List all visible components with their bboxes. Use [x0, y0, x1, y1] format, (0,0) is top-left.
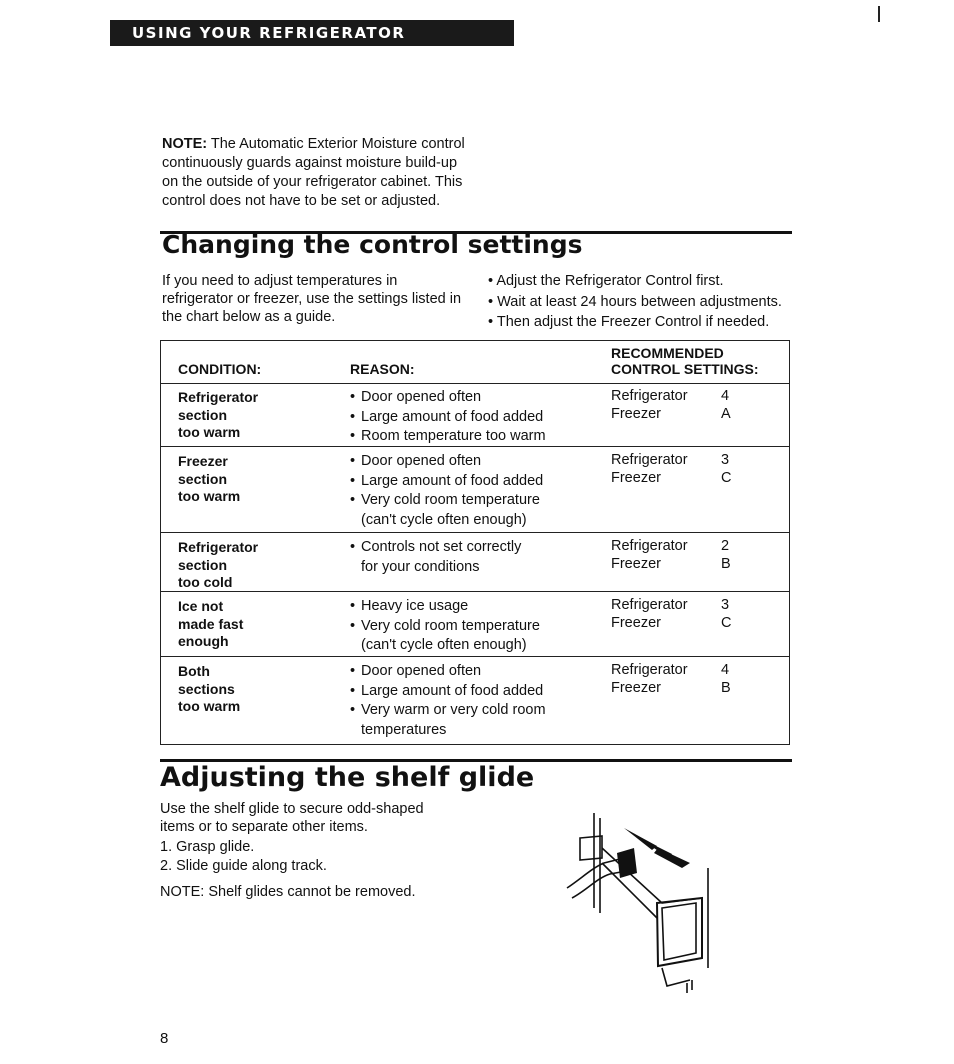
reason-text: Door opened often	[361, 663, 482, 679]
refrigerator-setting-value: 2	[721, 538, 730, 554]
reason-item	[350, 452, 543, 472]
freezer-setting-label: Freezer	[611, 405, 661, 422]
shelf-step	[160, 857, 327, 876]
refrigerator-setting-label: Refrigerator	[611, 538, 688, 554]
condition-line: section	[178, 556, 228, 573]
reason-item	[350, 662, 546, 682]
reason-text: Controls not set correctly	[361, 539, 522, 555]
freezer-setting	[611, 406, 731, 424]
step-text: Slide guide along track.	[176, 858, 327, 874]
bullet-icon: •	[350, 598, 356, 614]
row-reasons	[350, 452, 543, 530]
row-settings	[611, 597, 731, 632]
shelf-steps	[160, 838, 327, 876]
reason-item	[350, 701, 546, 721]
note-text: The Automatic Exterior Moisture control continuously guards against moisture build-up on the outside of your refrigerator cabinet. This control does not have to be set or adjusted.	[162, 136, 465, 209]
bullet-icon: •	[350, 492, 356, 508]
condition-line: too warm	[178, 698, 241, 714]
reason-item	[350, 617, 540, 637]
freezer-setting-value: B	[721, 555, 731, 572]
header-settings-line1: RECOMMENDED	[611, 345, 724, 361]
bullet-icon: •	[350, 389, 356, 405]
freezer-setting-value: C	[721, 469, 732, 486]
table-header	[161, 341, 789, 384]
condition-line: Ice not	[178, 598, 224, 614]
condition-line: too warm	[178, 424, 241, 440]
moisture-note	[162, 135, 472, 211]
bullet-icon: •	[350, 663, 356, 679]
freezer-setting-value: B	[721, 679, 731, 696]
row-settings	[611, 662, 731, 697]
refrigerator-setting-value: 4	[721, 388, 730, 404]
refrigerator-setting-value: 4	[721, 662, 730, 678]
condition-line: too warm	[178, 488, 241, 504]
refrigerator-setting	[611, 597, 731, 615]
freezer-setting-label: Freezer	[611, 555, 661, 572]
reason-text: Very warm or very cold room	[361, 702, 546, 718]
table-row	[161, 383, 789, 447]
freezer-setting-label: Freezer	[611, 469, 661, 486]
reason-item	[350, 597, 540, 617]
reason-text: Door opened often	[361, 389, 482, 405]
row-settings	[611, 388, 731, 423]
reason-item	[350, 491, 543, 511]
refrigerator-setting-label: Refrigerator	[611, 662, 688, 678]
reason-item	[350, 682, 546, 702]
refrigerator-setting	[611, 538, 731, 556]
table-row	[161, 533, 789, 592]
header-settings-line2: CONTROL SETTINGS:	[611, 361, 759, 377]
shelf-note: NOTE: Shelf glides cannot be removed.	[160, 884, 416, 900]
header-condition: CONDITION:	[178, 361, 262, 377]
bullet-icon: •	[350, 702, 356, 718]
reason-item	[350, 511, 543, 531]
refrigerator-setting	[611, 388, 731, 406]
reason-text: Large amount of food added	[361, 682, 544, 699]
section-header	[110, 20, 514, 46]
freezer-setting-value: A	[721, 405, 731, 422]
bullet-icon: •	[350, 453, 356, 469]
freezer-setting	[611, 615, 731, 633]
shelf-glide-illustration	[562, 808, 712, 998]
table-row	[161, 592, 789, 657]
freezer-setting-label: Freezer	[611, 679, 661, 696]
row-reasons	[350, 597, 540, 656]
reason-text: Room temperature too warm	[361, 428, 546, 444]
refrigerator-setting-value: 3	[721, 452, 730, 468]
edge-mark	[878, 6, 880, 22]
reason-text: for your conditions	[361, 558, 480, 575]
refrigerator-setting-label: Refrigerator	[611, 452, 688, 468]
adjust-steps-list	[488, 271, 808, 333]
reason-text: Large amount of food added	[361, 472, 544, 489]
reason-text: temperatures	[361, 721, 447, 738]
reason-item	[350, 538, 521, 558]
reason-item	[350, 558, 521, 578]
row-settings	[611, 538, 731, 573]
row-reasons	[350, 662, 546, 740]
reason-text: Heavy ice usage	[361, 598, 469, 614]
reason-text: Very cold room temperature	[361, 617, 540, 634]
reason-text: Large amount of food added	[361, 408, 544, 425]
condition-line: enough	[178, 633, 229, 649]
reason-item	[350, 636, 540, 656]
condition-line: Refrigerator	[178, 539, 259, 555]
shelf-heading: Adjusting the shelf glide	[160, 762, 535, 793]
adjust-step: • Wait at least 24 hours between adjustments.	[488, 292, 808, 313]
row-settings	[611, 452, 731, 487]
condition-line: section	[178, 406, 228, 423]
freezer-setting	[611, 470, 731, 488]
bullet-icon: •	[350, 472, 356, 489]
row-condition	[178, 389, 258, 442]
freezer-setting-value: C	[721, 614, 732, 631]
condition-line: section	[178, 470, 228, 487]
condition-line: made fast	[178, 615, 244, 632]
reason-item	[350, 721, 546, 741]
row-reasons	[350, 388, 546, 447]
control-settings-table	[160, 340, 790, 745]
row-condition	[178, 539, 258, 592]
table-row	[161, 657, 789, 745]
reason-text: (can't cycle often enough)	[361, 511, 527, 528]
row-reasons	[350, 538, 521, 577]
changing-heading: Changing the control settings	[162, 230, 583, 259]
row-condition	[178, 598, 243, 651]
header-reason: REASON:	[350, 361, 415, 377]
freezer-setting	[611, 556, 731, 574]
refrigerator-setting	[611, 452, 731, 470]
refrigerator-setting-value: 3	[721, 597, 730, 613]
bullet-icon: •	[350, 617, 356, 634]
row-condition	[178, 453, 240, 506]
condition-line: too cold	[178, 574, 233, 590]
shelf-step	[160, 838, 327, 857]
table-row	[161, 447, 789, 533]
changing-intro: If you need to adjust temperatures in refrigerator or freezer, use the settings listed in the chart below as a guide.	[162, 273, 462, 325]
step-number: 1.	[160, 839, 173, 855]
condition-line: sections	[178, 680, 235, 697]
bullet-icon: •	[350, 539, 356, 555]
adjust-step: • Then adjust the Freezer Control if needed.	[488, 312, 808, 333]
freezer-setting-label: Freezer	[611, 614, 661, 631]
reason-item	[350, 408, 546, 428]
row-condition	[178, 663, 240, 716]
refrigerator-setting-label: Refrigerator	[611, 388, 688, 404]
reason-item	[350, 472, 543, 492]
bullet-icon: •	[350, 682, 356, 699]
reason-text: Door opened often	[361, 453, 482, 469]
reason-text: Very cold room temperature	[361, 492, 540, 508]
reason-item	[350, 427, 546, 447]
section-header-title: USING YOUR REFRIGERATOR	[132, 24, 406, 42]
adjust-step: • Adjust the Refrigerator Control first.	[488, 271, 808, 292]
condition-line: Both	[178, 663, 210, 679]
bullet-icon: •	[350, 428, 356, 444]
page-number: 8	[160, 1030, 169, 1047]
step-text: Grasp glide.	[176, 839, 255, 855]
condition-line: Freezer	[178, 453, 228, 469]
refrigerator-setting	[611, 662, 731, 680]
freezer-setting	[611, 680, 731, 698]
bullet-icon: •	[350, 408, 356, 425]
step-number: 2.	[160, 858, 173, 874]
condition-line: Refrigerator	[178, 389, 259, 405]
note-label: NOTE:	[162, 136, 208, 152]
reason-text: (can't cycle often enough)	[361, 637, 527, 653]
shelf-intro: Use the shelf glide to secure odd-shaped items or to separate other items.	[160, 801, 424, 835]
refrigerator-setting-label: Refrigerator	[611, 597, 688, 613]
reason-item	[350, 388, 546, 408]
